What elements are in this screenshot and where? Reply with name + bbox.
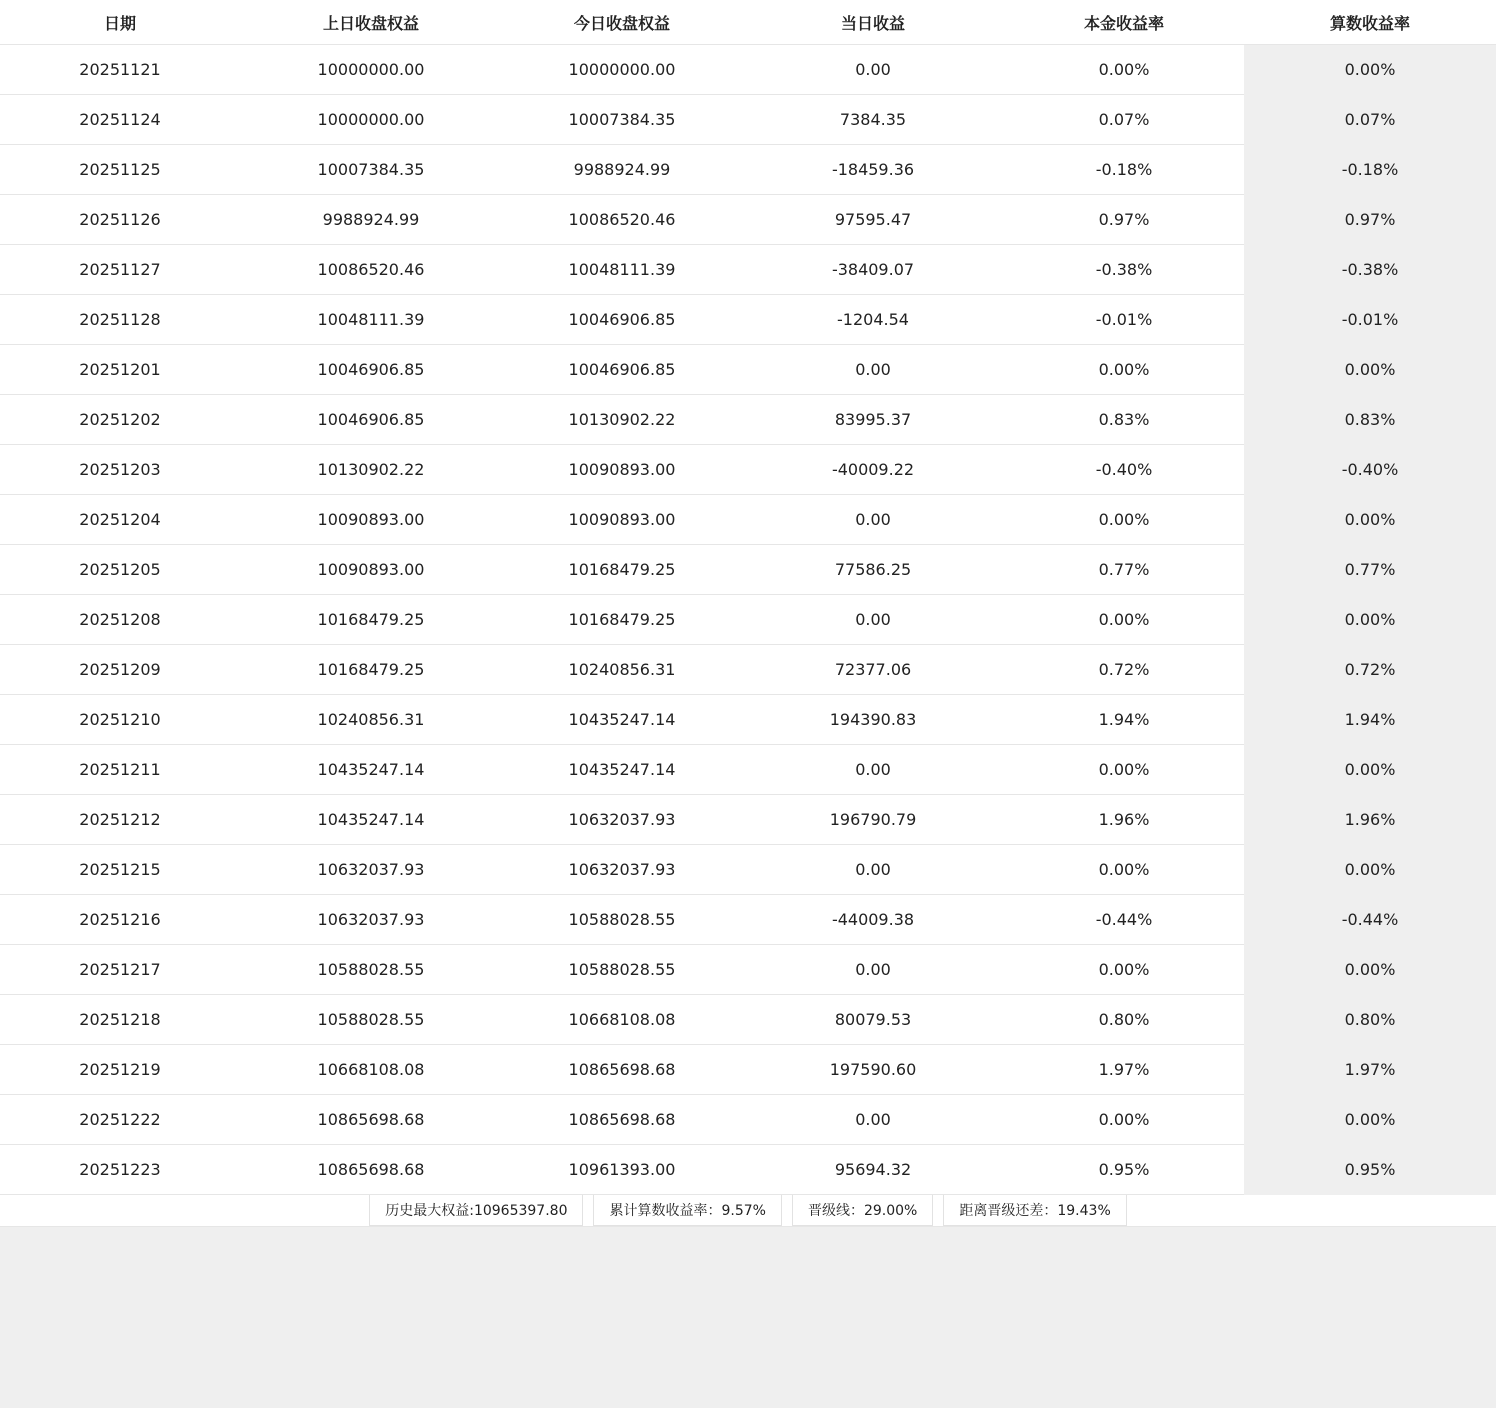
cell-principal-return-rate: -0.38% bbox=[1004, 245, 1244, 295]
cell-prev-close-equity: 10168479.25 bbox=[240, 645, 502, 695]
cell-arithmetic-return-rate: 0.95% bbox=[1244, 1145, 1496, 1195]
cell-arithmetic-return-rate: 0.00% bbox=[1244, 1095, 1496, 1145]
cell-arithmetic-return-rate: 0.72% bbox=[1244, 645, 1496, 695]
cell-prev-close-equity: 9988924.99 bbox=[240, 195, 502, 245]
cell-today-close-equity: 10865698.68 bbox=[502, 1045, 742, 1095]
cell-principal-return-rate: 0.07% bbox=[1004, 95, 1244, 145]
table-row bbox=[0, 895, 1496, 945]
cell-principal-return-rate: -0.40% bbox=[1004, 445, 1244, 495]
cell-date: 20251204 bbox=[0, 495, 240, 545]
cell-arithmetic-return-rate: 0.07% bbox=[1244, 95, 1496, 145]
cell-principal-return-rate: -0.44% bbox=[1004, 895, 1244, 945]
cell-date: 20251209 bbox=[0, 645, 240, 695]
table-row bbox=[0, 1095, 1496, 1145]
cell-daily-profit: 196790.79 bbox=[742, 795, 1004, 845]
cell-today-close-equity: 10632037.93 bbox=[502, 845, 742, 895]
table-row bbox=[0, 695, 1496, 745]
cell-prev-close-equity: 10048111.39 bbox=[240, 295, 502, 345]
cell-principal-return-rate: 1.94% bbox=[1004, 695, 1244, 745]
cell-prev-close-equity: 10865698.68 bbox=[240, 1095, 502, 1145]
cell-prev-close-equity: 10632037.93 bbox=[240, 895, 502, 945]
cell-prev-close-equity: 10046906.85 bbox=[240, 345, 502, 395]
cell-principal-return-rate: 0.00% bbox=[1004, 845, 1244, 895]
header-arithmetic-return-rate: 算数收益率 bbox=[1244, 0, 1496, 45]
cell-arithmetic-return-rate: -0.44% bbox=[1244, 895, 1496, 945]
cell-arithmetic-return-rate: 0.00% bbox=[1244, 945, 1496, 995]
cell-today-close-equity: 10588028.55 bbox=[502, 895, 742, 945]
cell-principal-return-rate: 0.00% bbox=[1004, 345, 1244, 395]
table-row bbox=[0, 595, 1496, 645]
table-body bbox=[0, 45, 1496, 1195]
cell-prev-close-equity: 10000000.00 bbox=[240, 45, 502, 95]
cell-date: 20251210 bbox=[0, 695, 240, 745]
table-row bbox=[0, 245, 1496, 295]
cell-principal-return-rate: 0.00% bbox=[1004, 1095, 1244, 1145]
cell-today-close-equity: 10000000.00 bbox=[502, 45, 742, 95]
cell-prev-close-equity: 10435247.14 bbox=[240, 795, 502, 845]
cell-principal-return-rate: -0.18% bbox=[1004, 145, 1244, 195]
cell-arithmetic-return-rate: -0.38% bbox=[1244, 245, 1496, 295]
cell-today-close-equity: 10046906.85 bbox=[502, 295, 742, 345]
cell-prev-close-equity: 10090893.00 bbox=[240, 545, 502, 595]
cell-daily-profit: 0.00 bbox=[742, 1095, 1004, 1145]
table-row bbox=[0, 795, 1496, 845]
cell-prev-close-equity: 10086520.46 bbox=[240, 245, 502, 295]
cell-prev-close-equity: 10632037.93 bbox=[240, 845, 502, 895]
cell-prev-close-equity: 10435247.14 bbox=[240, 745, 502, 795]
cell-principal-return-rate: 0.80% bbox=[1004, 995, 1244, 1045]
table-row bbox=[0, 745, 1496, 795]
cell-principal-return-rate: 0.00% bbox=[1004, 495, 1244, 545]
cell-today-close-equity: 9988924.99 bbox=[502, 145, 742, 195]
cell-principal-return-rate: 0.00% bbox=[1004, 745, 1244, 795]
cell-principal-return-rate: 1.96% bbox=[1004, 795, 1244, 845]
cell-date: 20251203 bbox=[0, 445, 240, 495]
cell-principal-return-rate: 1.97% bbox=[1004, 1045, 1244, 1095]
gap-to-promotion-stat: 距离晋级还差：19.43% bbox=[943, 1195, 1126, 1226]
table-row bbox=[0, 1145, 1496, 1195]
cell-daily-profit: 77586.25 bbox=[742, 545, 1004, 595]
cell-prev-close-equity: 10090893.00 bbox=[240, 495, 502, 545]
cell-arithmetic-return-rate: 0.00% bbox=[1244, 745, 1496, 795]
cell-prev-close-equity: 10007384.35 bbox=[240, 145, 502, 195]
cell-arithmetic-return-rate: 0.00% bbox=[1244, 595, 1496, 645]
cell-daily-profit: 83995.37 bbox=[742, 395, 1004, 445]
cell-daily-profit: -1204.54 bbox=[742, 295, 1004, 345]
cell-date: 20251126 bbox=[0, 195, 240, 245]
cell-arithmetic-return-rate: 0.00% bbox=[1244, 345, 1496, 395]
table-row bbox=[0, 845, 1496, 895]
cell-daily-profit: 0.00 bbox=[742, 745, 1004, 795]
cell-principal-return-rate: 0.83% bbox=[1004, 395, 1244, 445]
cell-arithmetic-return-rate: 0.00% bbox=[1244, 495, 1496, 545]
table-row bbox=[0, 945, 1496, 995]
cell-arithmetic-return-rate: 0.00% bbox=[1244, 45, 1496, 95]
cell-arithmetic-return-rate: 1.94% bbox=[1244, 695, 1496, 745]
cell-date: 20251205 bbox=[0, 545, 240, 595]
cell-today-close-equity: 10007384.35 bbox=[502, 95, 742, 145]
cell-date: 20251124 bbox=[0, 95, 240, 145]
cell-prev-close-equity: 10668108.08 bbox=[240, 1045, 502, 1095]
cell-daily-profit: 72377.06 bbox=[742, 645, 1004, 695]
cell-principal-return-rate: 0.00% bbox=[1004, 595, 1244, 645]
header-today-close-equity: 今日收盘权益 bbox=[502, 0, 742, 45]
header-date: 日期 bbox=[0, 0, 240, 45]
cell-date: 20251201 bbox=[0, 345, 240, 395]
cell-principal-return-rate: -0.01% bbox=[1004, 295, 1244, 345]
cell-today-close-equity: 10668108.08 bbox=[502, 995, 742, 1045]
cell-arithmetic-return-rate: 0.83% bbox=[1244, 395, 1496, 445]
table-row bbox=[0, 445, 1496, 495]
cell-arithmetic-return-rate: 1.96% bbox=[1244, 795, 1496, 845]
header-daily-profit: 当日收益 bbox=[742, 0, 1004, 45]
cell-principal-return-rate: 0.95% bbox=[1004, 1145, 1244, 1195]
cell-today-close-equity: 10048111.39 bbox=[502, 245, 742, 295]
cell-arithmetic-return-rate: 0.00% bbox=[1244, 845, 1496, 895]
cell-principal-return-rate: 0.77% bbox=[1004, 545, 1244, 595]
cell-today-close-equity: 10632037.93 bbox=[502, 795, 742, 845]
cell-prev-close-equity: 10865698.68 bbox=[240, 1145, 502, 1195]
cell-daily-profit: -40009.22 bbox=[742, 445, 1004, 495]
cell-date: 20251125 bbox=[0, 145, 240, 195]
header-principal-return-rate: 本金收益率 bbox=[1004, 0, 1244, 45]
cell-date: 20251219 bbox=[0, 1045, 240, 1095]
cell-arithmetic-return-rate: 0.80% bbox=[1244, 995, 1496, 1045]
cell-prev-close-equity: 10588028.55 bbox=[240, 945, 502, 995]
cell-arithmetic-return-rate: 0.97% bbox=[1244, 195, 1496, 245]
cell-date: 20251212 bbox=[0, 795, 240, 845]
cumulative-return-stat: 累计算数收益率：9.57% bbox=[593, 1195, 781, 1226]
max-equity-stat: 历史最大权益:10965397.80 bbox=[369, 1195, 583, 1226]
cell-daily-profit: 0.00 bbox=[742, 345, 1004, 395]
cell-principal-return-rate: 0.72% bbox=[1004, 645, 1244, 695]
cell-daily-profit: 95694.32 bbox=[742, 1145, 1004, 1195]
cell-arithmetic-return-rate: 0.77% bbox=[1244, 545, 1496, 595]
cell-today-close-equity: 10588028.55 bbox=[502, 945, 742, 995]
cell-daily-profit: -38409.07 bbox=[742, 245, 1004, 295]
cell-date: 20251218 bbox=[0, 995, 240, 1045]
table-row bbox=[0, 345, 1496, 395]
table-row bbox=[0, 495, 1496, 545]
table-row bbox=[0, 395, 1496, 445]
table-row bbox=[0, 545, 1496, 595]
cell-date: 20251217 bbox=[0, 945, 240, 995]
cell-daily-profit: 0.00 bbox=[742, 495, 1004, 545]
cell-daily-profit: 0.00 bbox=[742, 945, 1004, 995]
cell-today-close-equity: 10435247.14 bbox=[502, 745, 742, 795]
header-prev-close-equity: 上日收盘权益 bbox=[240, 0, 502, 45]
cell-daily-profit: 0.00 bbox=[742, 45, 1004, 95]
cell-arithmetic-return-rate: -0.18% bbox=[1244, 145, 1496, 195]
cell-daily-profit: 0.00 bbox=[742, 595, 1004, 645]
cell-date: 20251211 bbox=[0, 745, 240, 795]
promotion-line-stat: 晋级线：29.00% bbox=[792, 1195, 933, 1226]
cell-date: 20251223 bbox=[0, 1145, 240, 1195]
cell-today-close-equity: 10168479.25 bbox=[502, 595, 742, 645]
cell-daily-profit: 97595.47 bbox=[742, 195, 1004, 245]
cell-today-close-equity: 10865698.68 bbox=[502, 1095, 742, 1145]
table-row bbox=[0, 645, 1496, 695]
cell-prev-close-equity: 10240856.31 bbox=[240, 695, 502, 745]
cell-date: 20251208 bbox=[0, 595, 240, 645]
cell-principal-return-rate: 0.00% bbox=[1004, 45, 1244, 95]
cell-today-close-equity: 10130902.22 bbox=[502, 395, 742, 445]
cell-date: 20251222 bbox=[0, 1095, 240, 1145]
cell-prev-close-equity: 10588028.55 bbox=[240, 995, 502, 1045]
cell-daily-profit: 0.00 bbox=[742, 845, 1004, 895]
cell-today-close-equity: 10435247.14 bbox=[502, 695, 742, 745]
cell-today-close-equity: 10090893.00 bbox=[502, 495, 742, 545]
cell-daily-profit: 80079.53 bbox=[742, 995, 1004, 1045]
cell-daily-profit: 197590.60 bbox=[742, 1045, 1004, 1095]
cell-prev-close-equity: 10168479.25 bbox=[240, 595, 502, 645]
cell-today-close-equity: 10961393.00 bbox=[502, 1145, 742, 1195]
cell-daily-profit: -18459.36 bbox=[742, 145, 1004, 195]
table-header-row bbox=[0, 0, 1496, 45]
cell-today-close-equity: 10090893.00 bbox=[502, 445, 742, 495]
cell-prev-close-equity: 10046906.85 bbox=[240, 395, 502, 445]
cell-date: 20251128 bbox=[0, 295, 240, 345]
table-row bbox=[0, 195, 1496, 245]
cell-arithmetic-return-rate: -0.01% bbox=[1244, 295, 1496, 345]
cell-date: 20251127 bbox=[0, 245, 240, 295]
cell-arithmetic-return-rate: 1.97% bbox=[1244, 1045, 1496, 1095]
cell-prev-close-equity: 10130902.22 bbox=[240, 445, 502, 495]
table-row bbox=[0, 145, 1496, 195]
cell-date: 20251216 bbox=[0, 895, 240, 945]
table-row bbox=[0, 295, 1496, 345]
empty-bottom-area bbox=[0, 1227, 1496, 1407]
cell-daily-profit: 194390.83 bbox=[742, 695, 1004, 745]
summary-bar bbox=[0, 1195, 1496, 1227]
cell-prev-close-equity: 10000000.00 bbox=[240, 95, 502, 145]
cell-today-close-equity: 10086520.46 bbox=[502, 195, 742, 245]
table-row bbox=[0, 1045, 1496, 1095]
cell-daily-profit: -44009.38 bbox=[742, 895, 1004, 945]
cell-date: 20251121 bbox=[0, 45, 240, 95]
table-row bbox=[0, 45, 1496, 95]
cell-arithmetic-return-rate: -0.40% bbox=[1244, 445, 1496, 495]
cell-daily-profit: 7384.35 bbox=[742, 95, 1004, 145]
cell-principal-return-rate: 0.00% bbox=[1004, 945, 1244, 995]
cell-today-close-equity: 10240856.31 bbox=[502, 645, 742, 695]
cell-principal-return-rate: 0.97% bbox=[1004, 195, 1244, 245]
cell-date: 20251202 bbox=[0, 395, 240, 445]
table-row bbox=[0, 95, 1496, 145]
table-row bbox=[0, 995, 1496, 1045]
cell-today-close-equity: 10046906.85 bbox=[502, 345, 742, 395]
cell-date: 20251215 bbox=[0, 845, 240, 895]
cell-today-close-equity: 10168479.25 bbox=[502, 545, 742, 595]
